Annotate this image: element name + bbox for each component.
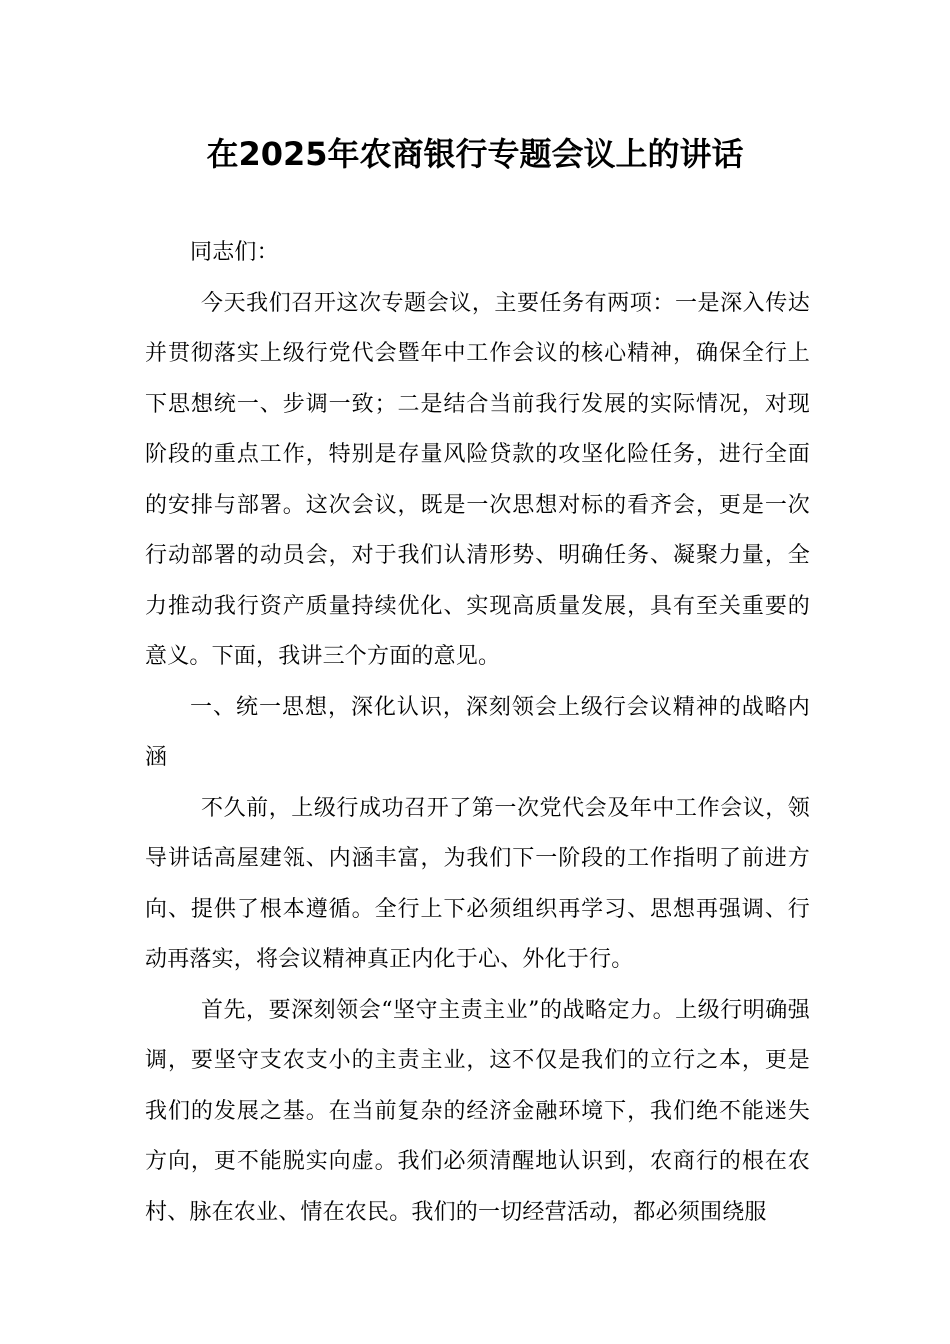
- paragraph-main-business: 首先，要深刻领会“坚守主责主业”的战略定力。上级行明确强调，要坚守支农支小的主责主业，这不仅是我们的立行之本，更是我们的发展之基。在当前复杂的经济金融环境下，我们绝不能迷失方向，更不能脱实向虚。我们必须清醒地认识到，农商行的根在农村、脉在农业、情在农民。我们的一切经营活动，都必须围绕服: [145, 997, 810, 1225]
- greeting: 同志们：: [190, 240, 279, 265]
- section-heading-1: 一、统一思想，深化认识，深刻领会上级行会议精神的战略内涵: [145, 694, 810, 770]
- paragraph-intro: 今天我们召开这次专题会议，主要任务有两项：一是深入传达并贯彻落实上级行党代会暨年中工作会议的核心精神，确保全行上下思想统一、步调一致；二是结合当前我行发展的实际情况，对现阶段的重点工作，特别是存量风险贷款的攻坚化险任务，进行全面的安排与部署。这次会议，既是一次思想对标的看齐会，更是一次行动部署的动员会，对于我们认清形势、明确任务、凝聚力量，全力推动我行资产质量持续优化、实现高质量发展，具有至关重要的意义。下面，我讲三个方面的意见。: [145, 290, 810, 669]
- document-title: 在2025年农商银行专题会议上的讲话: [206, 135, 744, 173]
- document-body: [145, 228, 810, 1238]
- paragraph-meeting-spirit: 不久前，上级行成功召开了第一次党代会及年中工作会议，领导讲话高屋建瓴、内涵丰富，为我们下一阶段的工作指明了前进方向、提供了根本遵循。全行上下必须组织再学习、思想再强调、行动再落实，将会议精神真正内化于心、外化于行。: [145, 795, 810, 972]
